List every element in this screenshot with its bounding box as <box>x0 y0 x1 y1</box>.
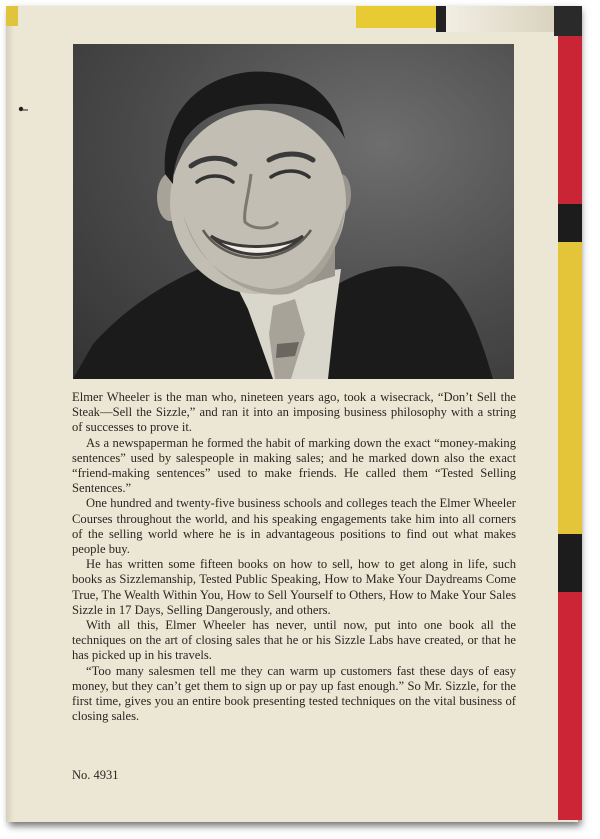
bio-paragraph: With all this, Elmer Wheeler has never, until now, put into one book all the techniques on the art of closing sales that he or his Sizzle Labs have created, or that he has picked up in his travels. <box>72 618 516 663</box>
top-left-yellow-stripe <box>6 6 18 26</box>
top-torn-wear <box>446 6 556 32</box>
left-edge-wear <box>6 26 14 822</box>
spine-color-strip <box>558 36 582 820</box>
bio-paragraph: One hundred and twenty-five business schools and colleges teach the Elmer Wheeler Courses throughout the world, and his speaking engagements take him into all corners of the selling world where he is in advantageous positions to find out what makes people buy. <box>72 496 516 557</box>
bio-paragraph: Elmer Wheeler is the man who, nineteen years ago, took a wisecrack, “Don’t Sell the Steak—Sell the Sizzle,” and ran it into an imposing business philosophy with a string of successes to prove it. <box>72 390 516 435</box>
author-biography <box>72 390 516 724</box>
book-back-cover <box>6 6 578 822</box>
top-black-stripe <box>436 6 446 32</box>
top-right-black-corner <box>554 6 582 36</box>
bio-paragraph: “Too many salesmen tell me they can warm up customers fast these days of easy money, but they can’t get them to sign up or pay up fast enough.” So Mr. Sizzle, for the first time, gives you an entire book presenting tested techniques on the vital business of closing sales. <box>72 663 516 724</box>
ink-speck-icon <box>18 106 28 114</box>
author-portrait-photo <box>73 44 514 379</box>
bio-paragraph: As a newspaperman he formed the habit of marking down the exact “money-making sentences” used by salespeople in making sales; and he marked down also the exact “friend-making sentences” used to make friends. He called them “Tested Selling Sentences.” <box>72 435 516 496</box>
catalog-number: No. 4931 <box>72 768 119 782</box>
bio-paragraph: He has written some fifteen books on how to sell, how to get along in life, such books as Sizzlemanship, Tested Public Speaking, How to Make Your Daydreams Come True, The Wealth Within You, How to Sell Yourself to Others, How to Make Your Sales Sizzle in 17 Days, Selling Dangerously, and others. <box>72 557 516 617</box>
